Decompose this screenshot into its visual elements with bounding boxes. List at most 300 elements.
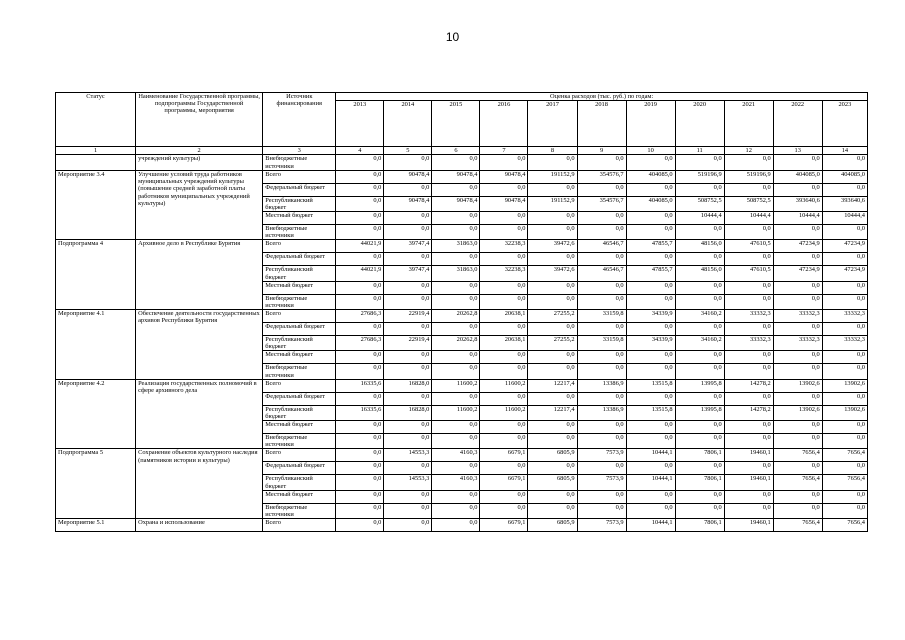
value-cell: 6805,9	[528, 519, 577, 532]
header-source: Источник финансирования	[263, 93, 336, 147]
value-cell: 0,0	[432, 155, 480, 170]
value-cell: 19460,1	[724, 519, 773, 532]
value-cell: 39472,6	[528, 240, 577, 253]
value-cell: 11600,2	[480, 405, 528, 420]
value-cell: 90478,4	[480, 196, 528, 211]
header-status: Статус	[56, 93, 136, 147]
value-cell: 47234,9	[773, 266, 822, 281]
value-cell: 7656,4	[773, 519, 822, 532]
value-cell: 0,0	[384, 225, 432, 240]
value-cell: 33332,3	[822, 336, 867, 351]
value-cell: 33332,3	[773, 310, 822, 323]
value-cell: 10444,4	[724, 212, 773, 225]
header-year: 2015	[432, 101, 480, 147]
header-estimate: Оценка расходов (тыс. руб.) по годам:	[336, 93, 868, 101]
value-cell: 0,0	[773, 392, 822, 405]
funding-source: Республиканский бюджет	[263, 266, 336, 281]
value-cell: 0,0	[822, 281, 867, 294]
header-column-numbers-row	[56, 147, 868, 155]
value-cell: 0,0	[675, 490, 724, 503]
row-name: Реализация государственных полномочий в сфере архивного дела	[136, 379, 263, 449]
value-cell: 0,0	[626, 503, 675, 518]
value-cell: 0,0	[480, 421, 528, 434]
funding-source: Местный бюджет	[263, 421, 336, 434]
value-cell: 0,0	[675, 253, 724, 266]
value-cell: 44021,9	[336, 240, 384, 253]
column-number: 1	[56, 147, 136, 155]
value-cell: 0,0	[724, 351, 773, 364]
value-cell: 0,0	[773, 421, 822, 434]
value-cell: 0,0	[822, 434, 867, 449]
value-cell: 0,0	[528, 281, 577, 294]
value-cell: 354576,7	[577, 170, 626, 183]
value-cell: 0,0	[577, 503, 626, 518]
header-year: 2020	[675, 101, 724, 147]
value-cell: 0,0	[724, 183, 773, 196]
value-cell: 33332,3	[822, 310, 867, 323]
value-cell: 0,0	[822, 490, 867, 503]
value-cell: 0,0	[724, 253, 773, 266]
funding-source: Республиканский бюджет	[263, 196, 336, 211]
value-cell: 0,0	[480, 323, 528, 336]
value-cell: 13902,6	[773, 405, 822, 420]
value-cell: 90478,4	[384, 170, 432, 183]
value-cell: 0,0	[336, 421, 384, 434]
value-cell: 46546,7	[577, 240, 626, 253]
value-cell: 0,0	[528, 364, 577, 379]
value-cell: 0,0	[822, 462, 867, 475]
value-cell: 0,0	[675, 462, 724, 475]
value-cell: 10444,1	[626, 475, 675, 490]
value-cell: 0,0	[577, 183, 626, 196]
value-cell: 0,0	[432, 421, 480, 434]
value-cell: 393640,6	[822, 196, 867, 211]
funding-source: Всего	[263, 379, 336, 392]
value-cell: 0,0	[773, 462, 822, 475]
value-cell: 0,0	[384, 294, 432, 309]
funding-source: Всего	[263, 170, 336, 183]
header-name: Наименование Государственной программы, подпрограммы Государственной программы, мероприятия	[136, 93, 263, 147]
value-cell: 6805,9	[528, 449, 577, 462]
funding-source: Федеральный бюджет	[263, 253, 336, 266]
value-cell: 90478,4	[384, 196, 432, 211]
funding-source: Республиканский бюджет	[263, 475, 336, 490]
value-cell: 13995,8	[675, 405, 724, 420]
value-cell: 0,0	[432, 519, 480, 532]
row-status: Мероприятие 5.1	[56, 519, 136, 532]
value-cell: 404085,0	[822, 170, 867, 183]
value-cell: 0,0	[528, 253, 577, 266]
value-cell: 20262,8	[432, 310, 480, 323]
value-cell: 7806,1	[675, 475, 724, 490]
value-cell: 404085,0	[626, 196, 675, 211]
value-cell: 33332,3	[724, 310, 773, 323]
value-cell: 0,0	[336, 449, 384, 462]
row-status	[56, 155, 136, 170]
value-cell: 0,0	[675, 392, 724, 405]
value-cell: 0,0	[480, 155, 528, 170]
value-cell: 0,0	[528, 421, 577, 434]
row-status: Мероприятие 4.2	[56, 379, 136, 449]
value-cell: 0,0	[384, 212, 432, 225]
value-cell: 0,0	[336, 503, 384, 518]
value-cell: 0,0	[822, 364, 867, 379]
table-body	[56, 155, 868, 532]
value-cell: 0,0	[724, 281, 773, 294]
budget-table	[55, 92, 868, 532]
value-cell: 7806,1	[675, 519, 724, 532]
value-cell: 7656,4	[822, 475, 867, 490]
value-cell: 0,0	[336, 212, 384, 225]
value-cell: 0,0	[577, 490, 626, 503]
value-cell: 0,0	[626, 294, 675, 309]
table-row	[56, 379, 868, 392]
value-cell: 90478,4	[432, 170, 480, 183]
value-cell: 0,0	[480, 490, 528, 503]
value-cell: 90478,4	[432, 196, 480, 211]
value-cell: 34339,9	[626, 310, 675, 323]
row-status: Подпрограмма 4	[56, 240, 136, 310]
column-number: 4	[336, 147, 384, 155]
column-number: 5	[384, 147, 432, 155]
value-cell: 7656,4	[822, 519, 867, 532]
value-cell: 0,0	[773, 225, 822, 240]
value-cell: 0,0	[480, 364, 528, 379]
value-cell: 0,0	[773, 351, 822, 364]
value-cell: 10444,4	[822, 212, 867, 225]
value-cell: 0,0	[724, 421, 773, 434]
value-cell: 19460,1	[724, 449, 773, 462]
value-cell: 0,0	[626, 434, 675, 449]
row-status: Подпрограмма 5	[56, 449, 136, 519]
value-cell: 0,0	[432, 323, 480, 336]
value-cell: 33159,8	[577, 336, 626, 351]
value-cell: 46546,7	[577, 266, 626, 281]
value-cell: 22919,4	[384, 336, 432, 351]
funding-source: Всего	[263, 240, 336, 253]
value-cell: 34160,2	[675, 310, 724, 323]
funding-source: Местный бюджет	[263, 212, 336, 225]
value-cell: 20638,1	[480, 310, 528, 323]
value-cell: 0,0	[626, 183, 675, 196]
value-cell: 0,0	[432, 462, 480, 475]
column-number: 2	[136, 147, 263, 155]
value-cell: 0,0	[528, 503, 577, 518]
value-cell: 508752,5	[724, 196, 773, 211]
row-name: Улучшение условий труда работников муниципальных учреждений культуры (повышение средней заработной платы работников муниципальных учреждений культуры)	[136, 170, 263, 240]
value-cell: 0,0	[626, 392, 675, 405]
value-cell: 0,0	[432, 225, 480, 240]
value-cell: 47234,9	[773, 240, 822, 253]
value-cell: 0,0	[822, 225, 867, 240]
value-cell: 0,0	[384, 364, 432, 379]
funding-source: Всего	[263, 449, 336, 462]
value-cell: 0,0	[822, 183, 867, 196]
value-cell: 0,0	[480, 253, 528, 266]
funding-source: Республиканский бюджет	[263, 405, 336, 420]
value-cell: 0,0	[773, 155, 822, 170]
value-cell: 0,0	[528, 155, 577, 170]
value-cell: 90478,4	[480, 170, 528, 183]
value-cell: 48156,0	[675, 266, 724, 281]
value-cell: 0,0	[675, 323, 724, 336]
value-cell: 0,0	[675, 434, 724, 449]
value-cell: 0,0	[577, 323, 626, 336]
header-year: 2021	[724, 101, 773, 147]
value-cell: 31863,0	[432, 266, 480, 281]
value-cell: 0,0	[773, 281, 822, 294]
value-cell: 0,0	[336, 155, 384, 170]
value-cell: 0,0	[577, 294, 626, 309]
value-cell: 13902,6	[773, 379, 822, 392]
value-cell: 0,0	[384, 183, 432, 196]
value-cell: 6805,9	[528, 475, 577, 490]
value-cell: 0,0	[577, 351, 626, 364]
value-cell: 47234,9	[822, 266, 867, 281]
value-cell: 0,0	[336, 323, 384, 336]
value-cell: 404085,0	[626, 170, 675, 183]
funding-source: Федеральный бюджет	[263, 462, 336, 475]
value-cell: 0,0	[480, 281, 528, 294]
value-cell: 4160,3	[432, 475, 480, 490]
value-cell: 0,0	[773, 490, 822, 503]
value-cell: 10444,4	[773, 212, 822, 225]
value-cell: 0,0	[432, 351, 480, 364]
funding-source: Федеральный бюджет	[263, 323, 336, 336]
value-cell: 0,0	[675, 183, 724, 196]
value-cell: 0,0	[336, 462, 384, 475]
value-cell: 0,0	[724, 490, 773, 503]
value-cell: 0,0	[480, 225, 528, 240]
column-number: 6	[432, 147, 480, 155]
value-cell: 11600,2	[480, 379, 528, 392]
value-cell: 0,0	[480, 212, 528, 225]
value-cell: 0,0	[384, 503, 432, 518]
funding-source: Внебюджетные источники	[263, 503, 336, 518]
value-cell: 0,0	[773, 253, 822, 266]
value-cell: 0,0	[577, 225, 626, 240]
value-cell: 0,0	[384, 434, 432, 449]
value-cell: 0,0	[577, 462, 626, 475]
value-cell: 0,0	[773, 434, 822, 449]
value-cell: 34339,9	[626, 336, 675, 351]
value-cell: 0,0	[384, 462, 432, 475]
value-cell: 0,0	[336, 183, 384, 196]
value-cell: 0,0	[384, 421, 432, 434]
value-cell: 0,0	[822, 323, 867, 336]
value-cell: 191152,9	[528, 196, 577, 211]
value-cell: 0,0	[384, 253, 432, 266]
row-status: Мероприятие 3.4	[56, 170, 136, 240]
column-number: 12	[724, 147, 773, 155]
value-cell: 27255,2	[528, 336, 577, 351]
value-cell: 27686,3	[336, 336, 384, 351]
value-cell: 0,0	[480, 462, 528, 475]
value-cell: 0,0	[336, 490, 384, 503]
row-status: Мероприятие 4.1	[56, 310, 136, 380]
value-cell: 0,0	[577, 155, 626, 170]
value-cell: 0,0	[626, 281, 675, 294]
value-cell: 0,0	[675, 503, 724, 518]
value-cell: 32238,3	[480, 266, 528, 281]
value-cell: 0,0	[773, 294, 822, 309]
value-cell: 4160,3	[432, 449, 480, 462]
value-cell: 7656,4	[773, 449, 822, 462]
value-cell: 0,0	[822, 155, 867, 170]
value-cell: 11600,2	[432, 379, 480, 392]
value-cell: 0,0	[626, 225, 675, 240]
row-name: Сохранение объектов культурного наследия (памятников истории и культуры)	[136, 449, 263, 519]
value-cell: 13515,8	[626, 405, 675, 420]
value-cell: 16828,0	[384, 405, 432, 420]
value-cell: 0,0	[432, 392, 480, 405]
value-cell: 0,0	[528, 183, 577, 196]
value-cell: 0,0	[822, 421, 867, 434]
value-cell: 0,0	[724, 323, 773, 336]
value-cell: 508752,5	[675, 196, 724, 211]
column-number: 3	[263, 147, 336, 155]
value-cell: 0,0	[528, 294, 577, 309]
header-year: 2023	[822, 101, 867, 147]
funding-source: Местный бюджет	[263, 490, 336, 503]
value-cell: 7656,4	[773, 475, 822, 490]
value-cell: 0,0	[480, 392, 528, 405]
value-cell: 0,0	[724, 503, 773, 518]
value-cell: 0,0	[675, 421, 724, 434]
row-name: Архивное дело в Республике Бурятия	[136, 240, 263, 310]
value-cell: 0,0	[626, 253, 675, 266]
table-row	[56, 519, 868, 532]
value-cell: 16335,6	[336, 405, 384, 420]
funding-source: Федеральный бюджет	[263, 183, 336, 196]
value-cell: 0,0	[724, 294, 773, 309]
value-cell: 31863,0	[432, 240, 480, 253]
table-row	[56, 449, 868, 462]
value-cell: 11600,2	[432, 405, 480, 420]
value-cell: 33159,8	[577, 310, 626, 323]
value-cell: 0,0	[822, 503, 867, 518]
page-number: 10	[445, 30, 460, 44]
value-cell: 47610,5	[724, 240, 773, 253]
value-cell: 0,0	[773, 364, 822, 379]
value-cell: 0,0	[384, 323, 432, 336]
value-cell: 0,0	[675, 364, 724, 379]
value-cell: 44021,9	[336, 266, 384, 281]
value-cell: 0,0	[773, 323, 822, 336]
value-cell: 0,0	[577, 364, 626, 379]
value-cell: 48156,0	[675, 240, 724, 253]
value-cell: 0,0	[480, 183, 528, 196]
value-cell: 0,0	[675, 225, 724, 240]
value-cell: 0,0	[480, 351, 528, 364]
funding-source: Внебюджетные источники	[263, 294, 336, 309]
value-cell: 0,0	[528, 490, 577, 503]
value-cell: 32238,3	[480, 240, 528, 253]
value-cell: 0,0	[773, 183, 822, 196]
value-cell: 13902,6	[822, 379, 867, 392]
value-cell: 0,0	[822, 253, 867, 266]
funding-source: Местный бюджет	[263, 281, 336, 294]
column-number: 10	[626, 147, 675, 155]
value-cell: 7806,1	[675, 449, 724, 462]
funding-source: Внебюджетные источники	[263, 225, 336, 240]
value-cell: 0,0	[384, 519, 432, 532]
header-year: 2016	[480, 101, 528, 147]
value-cell: 0,0	[528, 351, 577, 364]
value-cell: 27255,2	[528, 310, 577, 323]
value-cell: 6679,1	[480, 475, 528, 490]
value-cell: 33332,3	[724, 336, 773, 351]
value-cell: 16828,0	[384, 379, 432, 392]
value-cell: 0,0	[577, 421, 626, 434]
value-cell: 0,0	[626, 212, 675, 225]
value-cell: 0,0	[675, 281, 724, 294]
value-cell: 10444,4	[675, 212, 724, 225]
value-cell: 0,0	[336, 434, 384, 449]
column-number: 11	[675, 147, 724, 155]
table-row	[56, 240, 868, 253]
value-cell: 0,0	[528, 434, 577, 449]
table-row	[56, 155, 868, 170]
header-year: 2022	[773, 101, 822, 147]
funding-source: Республиканский бюджет	[263, 336, 336, 351]
funding-source: Местный бюджет	[263, 351, 336, 364]
value-cell: 0,0	[528, 323, 577, 336]
column-number: 14	[822, 147, 867, 155]
value-cell: 0,0	[724, 225, 773, 240]
value-cell: 13386,9	[577, 379, 626, 392]
value-cell: 0,0	[675, 351, 724, 364]
value-cell: 0,0	[528, 462, 577, 475]
value-cell: 0,0	[528, 212, 577, 225]
value-cell: 0,0	[773, 503, 822, 518]
value-cell: 19460,1	[724, 475, 773, 490]
row-name: Обеспечение деятельности государственных архивов Республики Бурятия	[136, 310, 263, 380]
value-cell: 13902,6	[822, 405, 867, 420]
value-cell: 0,0	[724, 462, 773, 475]
table-row	[56, 310, 868, 323]
value-cell: 7573,9	[577, 475, 626, 490]
value-cell: 7573,9	[577, 449, 626, 462]
value-cell: 0,0	[724, 392, 773, 405]
value-cell: 0,0	[336, 253, 384, 266]
header-year: 2019	[626, 101, 675, 147]
value-cell: 0,0	[577, 281, 626, 294]
value-cell: 0,0	[626, 351, 675, 364]
value-cell: 0,0	[626, 462, 675, 475]
value-cell: 10444,1	[626, 449, 675, 462]
value-cell: 0,0	[336, 364, 384, 379]
value-cell: 0,0	[480, 503, 528, 518]
funding-source: Федеральный бюджет	[263, 392, 336, 405]
funding-source: Внебюджетные источники	[263, 434, 336, 449]
value-cell: 0,0	[432, 294, 480, 309]
value-cell: 0,0	[577, 253, 626, 266]
value-cell: 0,0	[822, 294, 867, 309]
value-cell: 404085,0	[773, 170, 822, 183]
value-cell: 39747,4	[384, 240, 432, 253]
value-cell: 0,0	[626, 364, 675, 379]
value-cell: 0,0	[336, 170, 384, 183]
value-cell: 0,0	[675, 155, 724, 170]
funding-source: Всего	[263, 310, 336, 323]
value-cell: 0,0	[384, 490, 432, 503]
value-cell: 0,0	[480, 294, 528, 309]
value-cell: 33332,3	[773, 336, 822, 351]
value-cell: 0,0	[432, 503, 480, 518]
value-cell: 0,0	[724, 434, 773, 449]
table-row	[56, 170, 868, 183]
